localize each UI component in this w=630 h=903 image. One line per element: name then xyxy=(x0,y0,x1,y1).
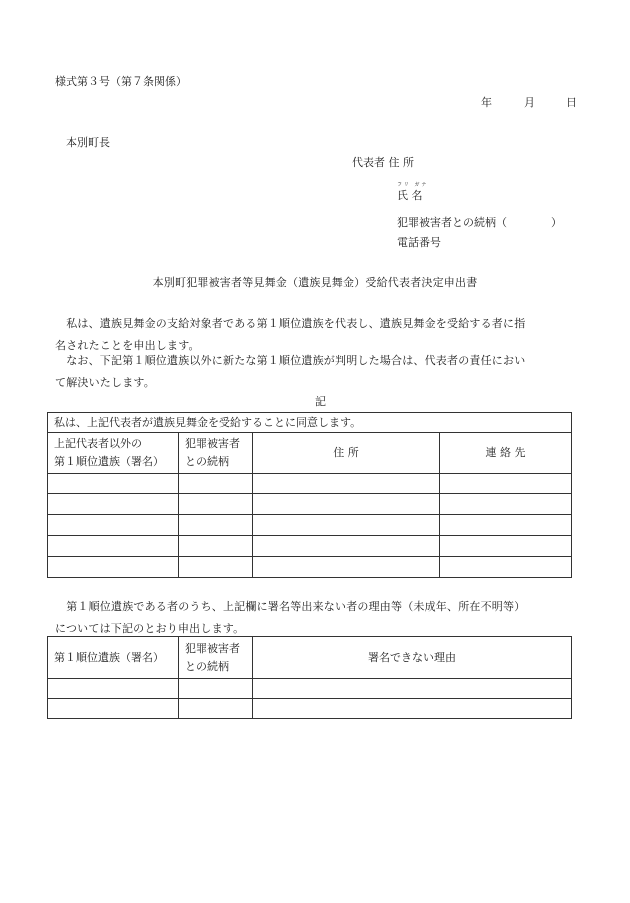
form-number: 様式第３号（第７条関係） xyxy=(55,75,187,88)
contact-cell[interactable] xyxy=(440,515,572,536)
ki-heading: 記 xyxy=(315,395,326,408)
reason-paragraph-line-1: 第１順位遺族である者のうち、上記欄に署名等出来ない者の理由等（未成年、所在不明等） xyxy=(55,600,526,613)
signature-cell[interactable] xyxy=(48,557,179,578)
table-row xyxy=(48,679,572,699)
header-other-heirs-line-2: 第１順位遺族（署名） xyxy=(54,455,164,468)
table-row xyxy=(48,557,572,578)
name-furigana: フリ ガナ xyxy=(397,182,429,188)
contact-cell[interactable] xyxy=(440,536,572,557)
header-first-heir-signature: 第１順位遺族（署名） xyxy=(48,637,179,679)
reason-paragraph-line-2: については下記のとおり申出します。 xyxy=(55,622,245,635)
address-cell[interactable] xyxy=(253,557,440,578)
header-relationship-line-1: 犯罪被害者 xyxy=(185,437,240,450)
table-row xyxy=(48,515,572,536)
header-other-heirs xyxy=(48,433,179,474)
name-label: 氏 名 xyxy=(397,189,423,202)
reason-header-row xyxy=(48,637,572,679)
signature-cell[interactable] xyxy=(48,536,179,557)
header-relationship-line-1: 犯罪被害者 xyxy=(185,641,240,655)
addressee: 本別町長 xyxy=(66,136,110,149)
address-cell[interactable] xyxy=(253,536,440,557)
paragraph-2-line-1: なお、下記第１順位遺族以外に新たな第１順位遺族が判明した場合は、代表者の責任におい xyxy=(55,354,526,367)
reason-cell[interactable] xyxy=(253,679,572,699)
table-row xyxy=(48,474,572,494)
contact-cell[interactable] xyxy=(440,494,572,515)
signature-cell[interactable] xyxy=(48,515,179,536)
reason-cell[interactable] xyxy=(253,699,572,719)
date-day-label: 日 xyxy=(566,96,577,109)
address-cell[interactable] xyxy=(253,494,440,515)
signature-cell[interactable] xyxy=(48,679,179,699)
header-relationship-line-2: との続柄 xyxy=(185,659,229,673)
relationship-cell[interactable] xyxy=(179,515,253,536)
consent-row xyxy=(48,413,572,433)
table-row xyxy=(48,494,572,515)
date-month-label: 月 xyxy=(524,96,535,109)
address-cell[interactable] xyxy=(253,474,440,494)
header-relationship xyxy=(179,433,253,474)
phone-label: 電話番号 xyxy=(397,236,441,249)
header-contact: 連 絡 先 xyxy=(440,433,572,474)
consent-text: 私は、上記代表者が遺族見舞金を受給することに同意します。 xyxy=(48,413,572,433)
paragraph-1-line-2: 名されたことを申出します。 xyxy=(55,339,200,352)
header-address: 住 所 xyxy=(253,433,440,474)
document-title: 本別町犯罪被害者等見舞金（遺族見舞金）受給代表者決定申出書 xyxy=(152,276,478,289)
relationship-cell[interactable] xyxy=(179,494,253,515)
paragraph-2-line-2: て解決いたします。 xyxy=(55,376,155,389)
paragraph-2 xyxy=(55,350,580,394)
contact-cell[interactable] xyxy=(440,474,572,494)
header-relationship xyxy=(179,637,253,679)
relationship-cell[interactable] xyxy=(179,679,253,699)
relationship-cell[interactable] xyxy=(179,557,253,578)
date-year-label: 年 xyxy=(481,96,492,109)
relationship-cell[interactable] xyxy=(179,474,253,494)
table-header-row xyxy=(48,433,572,474)
signature-cell[interactable] xyxy=(48,474,179,494)
representative-address-label: 代表者 住 所 xyxy=(352,156,414,169)
consent-table xyxy=(47,412,572,578)
header-reason: 署名できない理由 xyxy=(253,637,572,679)
relationship-cell[interactable] xyxy=(179,536,253,557)
header-relationship-line-2: との続柄 xyxy=(185,455,229,468)
relationship-cell[interactable] xyxy=(179,699,253,719)
table-row xyxy=(48,536,572,557)
contact-cell[interactable] xyxy=(440,557,572,578)
header-other-heirs-line-1: 上記代表者以外の xyxy=(54,437,142,450)
relationship-label: 犯罪被害者との続柄（ ） xyxy=(397,216,562,229)
reason-paragraph xyxy=(55,596,580,640)
reason-table xyxy=(47,636,572,719)
table-row xyxy=(48,699,572,719)
address-cell[interactable] xyxy=(253,515,440,536)
paragraph-1-line-1: 私は、遺族見舞金の支給対象者である第１順位遺族を代表し、遺族見舞金を受給する者に指 xyxy=(55,317,526,330)
signature-cell[interactable] xyxy=(48,494,179,515)
signature-cell[interactable] xyxy=(48,699,179,719)
